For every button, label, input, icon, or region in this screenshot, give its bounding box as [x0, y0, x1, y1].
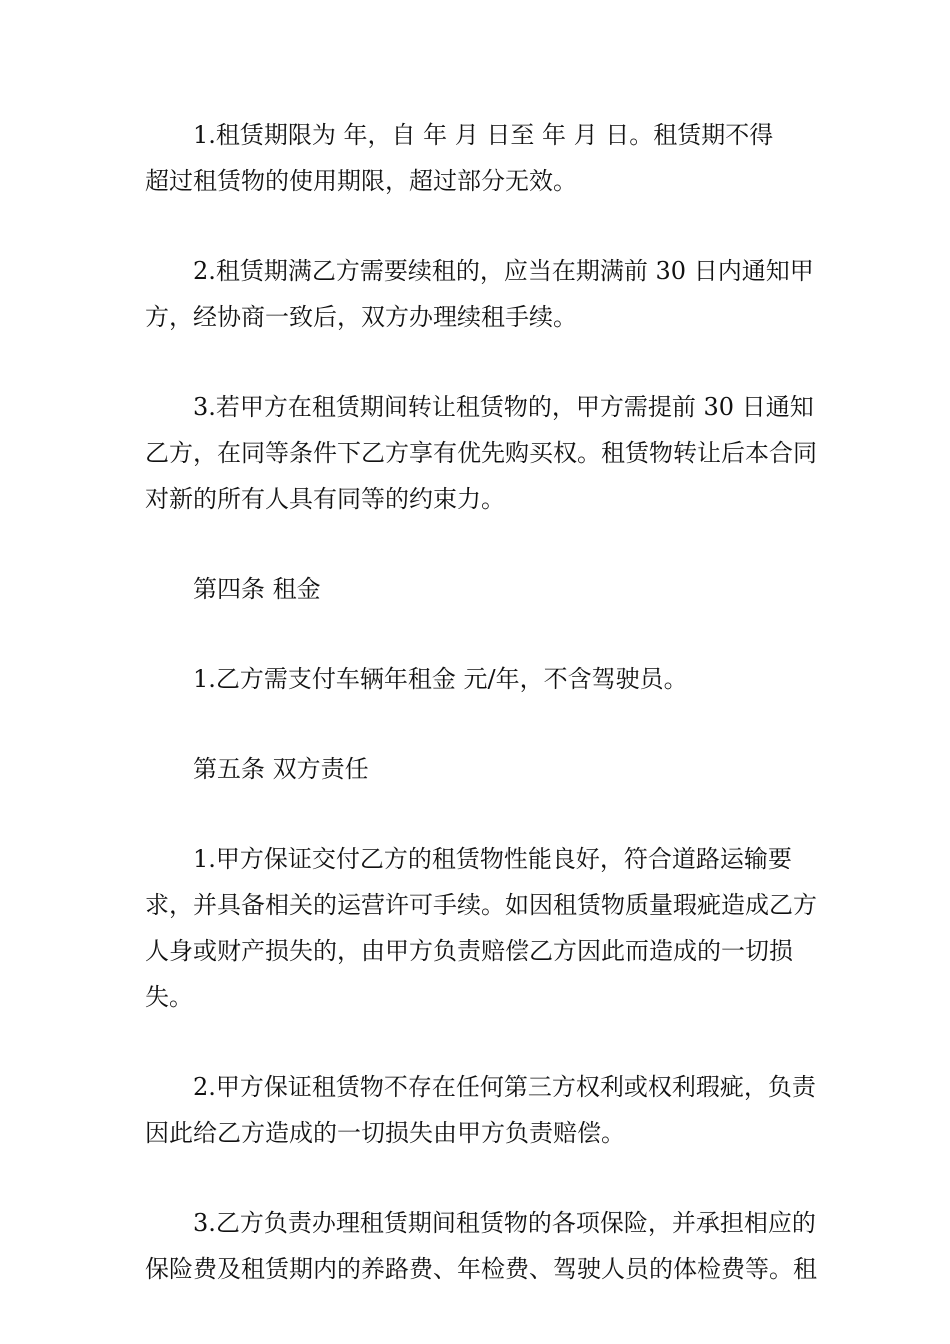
article-5-heading	[145, 746, 805, 792]
section-heading: 第五条 双方责任	[193, 755, 369, 783]
text-line: 3.乙方负责办理租赁期间租赁物的各项保险，并承担相应的	[193, 1209, 816, 1237]
text-line: 1.乙方需支付车辆年租金 元/年，不含驾驶员。	[193, 665, 688, 693]
term-3-paragraph	[145, 384, 817, 522]
text-line: 超过租赁物的使用期限，超过部分无效。	[145, 167, 577, 195]
text-line: 3.若甲方在租赁期间转让租赁物的，甲方需提前 30 日通知	[193, 393, 814, 421]
duty-1-paragraph	[145, 836, 817, 1020]
text-line: 2.租赁期满乙方需要续租的，应当在期满前 30 日内通知甲	[193, 257, 814, 285]
duty-2-paragraph	[145, 1064, 816, 1156]
text-line: 失。	[145, 983, 193, 1011]
term-1-paragraph	[145, 112, 805, 204]
article-4-heading	[145, 566, 805, 612]
term-2-paragraph	[145, 248, 814, 340]
text-line: 因此给乙方造成的一切损失由甲方负责赔偿。	[145, 1119, 625, 1147]
section-heading: 第四条 租金	[193, 575, 321, 603]
text-line: 对新的所有人具有同等的约束力。	[145, 485, 505, 513]
text-line: 1.甲方保证交付乙方的租赁物性能良好，符合道路运输要	[193, 845, 792, 873]
text-line: 2.甲方保证租赁物不存在任何第三方权利或权利瑕疵，负责	[193, 1073, 816, 1101]
document-body	[145, 112, 817, 1292]
rent-1-paragraph	[145, 656, 805, 702]
text-line: 1.租赁期限为 年，自 年 月 日至 年 月 日。租赁期不得	[193, 121, 774, 149]
text-line: 人身或财产损失的，由甲方负责赔偿乙方因此而造成的一切损	[145, 937, 793, 965]
text-line: 求，并具备相关的运营许可手续。如因租赁物质量瑕疵造成乙方	[145, 891, 817, 919]
text-line: 乙方，在同等条件下乙方享有优先购买权。租赁物转让后本合同	[145, 439, 817, 467]
text-line: 保险费及租赁期内的养路费、年检费、驾驶人员的体检费等。租	[145, 1255, 817, 1283]
duty-3-paragraph	[145, 1200, 817, 1292]
text-line: 方，经协商一致后，双方办理续租手续。	[145, 303, 577, 331]
